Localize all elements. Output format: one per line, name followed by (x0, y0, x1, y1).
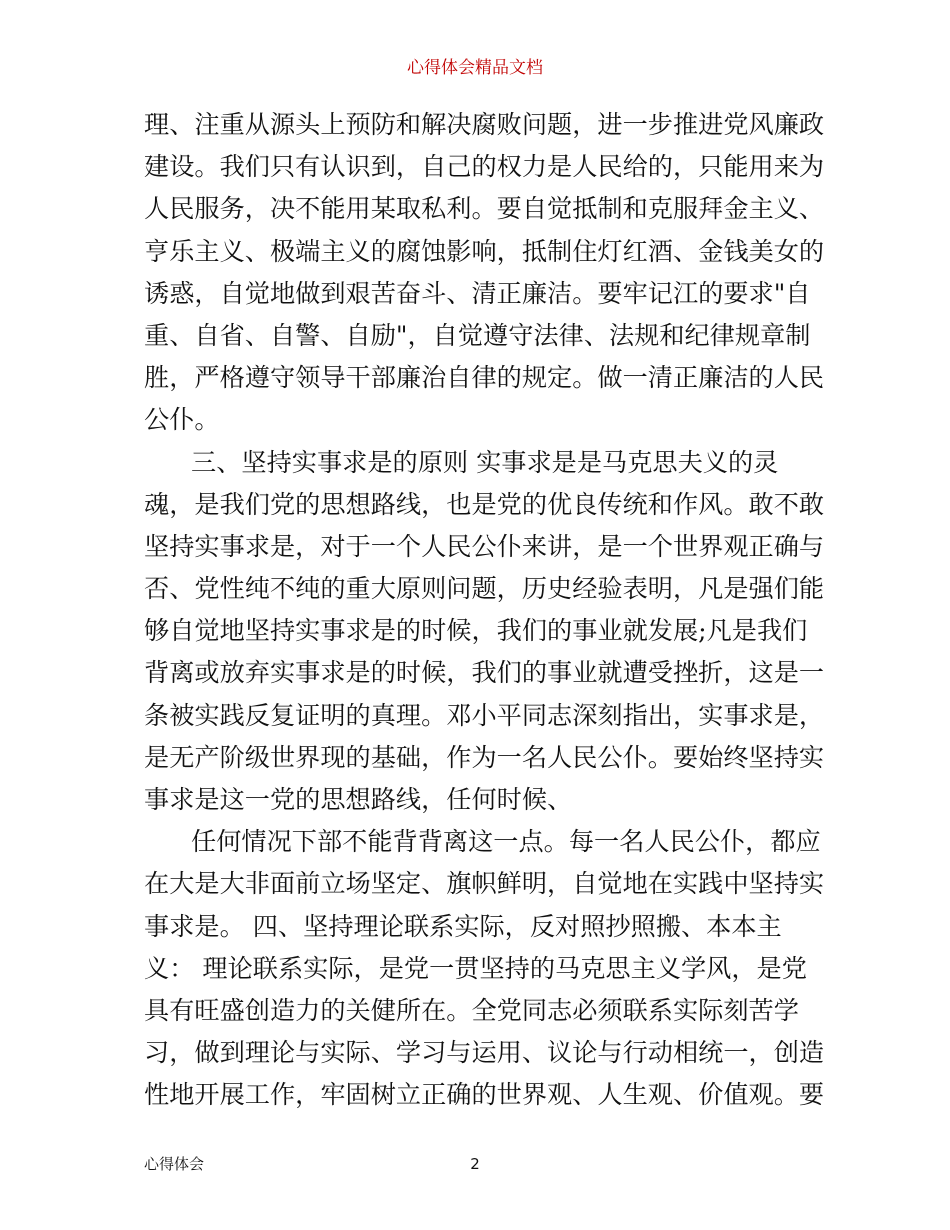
body-line: 坚持实事求是，对于一个人民公仆来讲，是一个世界观正确与 (144, 531, 825, 561)
body-line: 公仆。 (144, 405, 220, 435)
body-line: 建设。我们只有认识到，自己的权力是人民给的，只能用来为 (144, 152, 825, 182)
body-line: 具有旺盛创造力的关健所在。全党同志必须联系实际刻苦学 (144, 995, 799, 1025)
body-line: 条被实践反复证明的真理。邓小平同志深刻指出，实事求是， (144, 700, 825, 730)
body-line: 诱惑，自觉地做到艰苦奋斗、清正廉洁。要牢记江的要求"自 (144, 278, 811, 308)
body-line: 习，做到理论与实际、学习与运用、议论与行动相统一，创造 (144, 1038, 825, 1068)
footer-label: 心得体会 (144, 1155, 205, 1173)
body-line: 魂，是我们党的思想路线，也是党的优良传统和作风。敢不敢 (144, 489, 825, 519)
body-line: 在大是大非面前立场坚定、旗帜鲜明，自觉地在实践中坚持实 (144, 869, 825, 899)
body-line: 是无产阶级世界现的基础，作为一名人民公仆。要始终坚持实 (144, 742, 825, 772)
body-line: 背离或放弃实事求是的时候，我们的事业就遭受挫折，这是一 (144, 658, 825, 688)
page-header: 心得体会精品文档 (407, 58, 543, 78)
body-line: 够自觉地坚持实事求是的时候，我们的事业就发展;凡是我们 (144, 616, 808, 646)
body-line: 亨乐主义、极端主义的腐蚀影响，抵制住灯红酒、金钱美女的 (144, 236, 825, 266)
body-line: 性地开展工作，牢固树立正确的世界观、人生观、价值观。要 (144, 1080, 825, 1110)
body-line: 义： 理论联系实际，是党一贯坚持的马克思主义学风，是党 (144, 953, 807, 983)
body-line: 胜，严格遵守领导干部廉治自律的规定。做一清正廉洁的人民 (144, 363, 825, 393)
body-line: 否、党性纯不纯的重大原则问题，历史经验表明，凡是强们能 (144, 574, 825, 604)
document-body (144, 104, 825, 1117)
body-line: 人民服务，决不能用某取私利。要自觉抵制和克服拜金主义、 (144, 194, 825, 224)
body-line: 理、注重从源头上预防和解决腐败问题，进一步推进党风廉政 (144, 110, 825, 139)
body-line: 事求是。 四、坚持理论联系实际，反对照抄照搬、本本主 (144, 911, 782, 941)
body-line: 重、自省、自警、自励"，自觉遵守法律、法规和纪律规章制 (144, 320, 811, 350)
body-line-paragraph-start: 任何情况下部不能背背离这一点。每一名人民公仆，都应 (191, 827, 821, 857)
body-line-section-heading: 三、坚持实事求是的原则 实事求是是马克思夫义的灵 (191, 447, 779, 477)
body-line: 事求是这一党的思想路线，任何时候、 (144, 785, 573, 814)
page-number: 2 (470, 1155, 480, 1173)
